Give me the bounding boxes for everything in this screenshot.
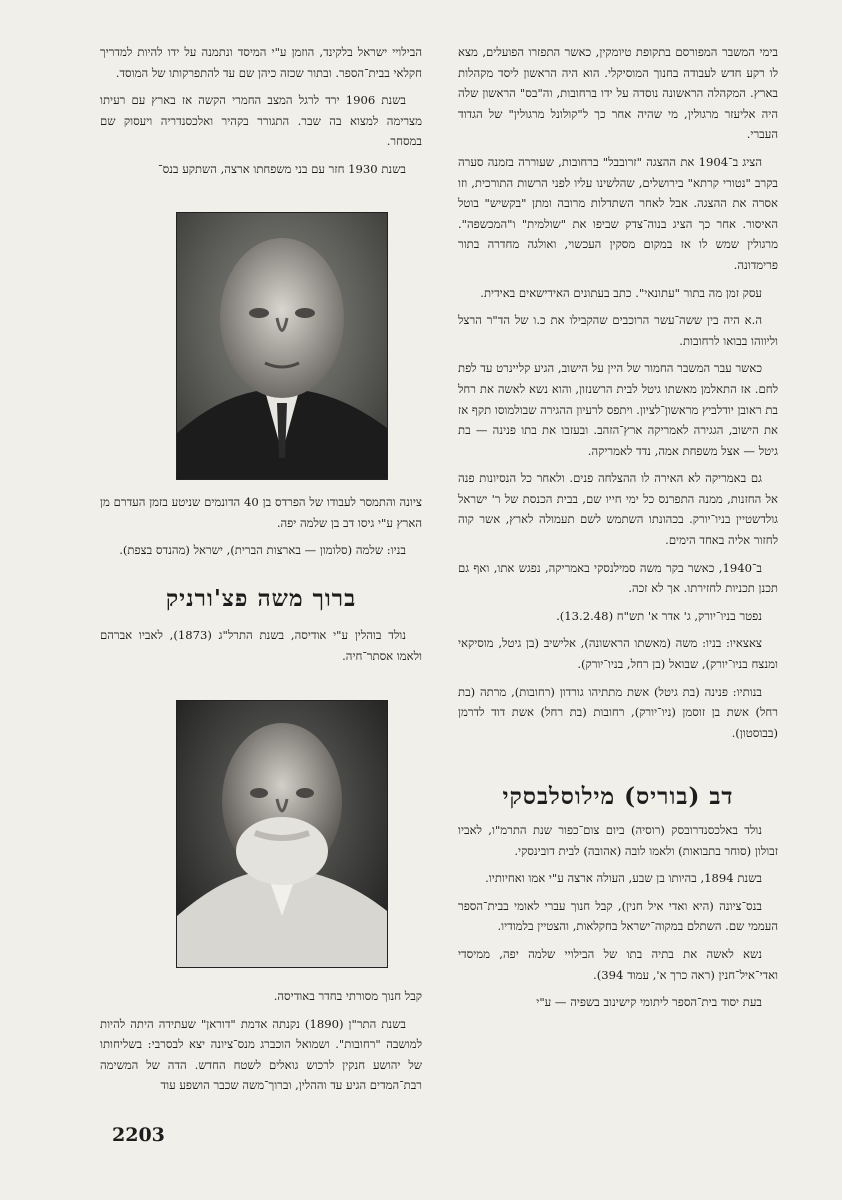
- paragraph: ב־1940, כאשר בקר משה סמילנסקי באמריקה, נפגש אתו, ואף גם תכנן תכניות לחזירתו. אך לא זכה.: [458, 560, 778, 596]
- paragraph: צאצאיו: בניו: משה (מאשתו הראשונה), אלישיב (בן גיטל, מוסיקאי ומנצח בניו־יורק), שבואל (בן רחל, בניו־יורק).: [458, 636, 778, 672]
- paragraph: בימי המשבר המפורסם בתקופת טיומקין, כאשר התפזרו הפועלים, מצא לו רקע חדש לעבודה בחנוך המוסיקלי. הוא היה הראשון ליסד מקהלות בארץ. המקהלה הראשונה נוסדה על ידו ברחובות, וה"בס" הראשון שלה היה אליעזר מרגולין, מי שהיה אחר כך ל"קולונל מרגולין" של הגדוד העברי.: [458, 45, 778, 142]
- left-column-bottom: [100, 986, 422, 1103]
- paragraph: כאשר עבר המשבר החמור של היין על הישוב, הגיע קליינרט עד לפת לחם. אז התאלמן מאשתו גיטל לבית הרשנזון, והוא נשא לאשה את רחל בת ראובן יודלביץ מראשון־לציון. ויתפס לרעיון ההגירה שבולמוסו תקף אז את הישוב, הגגירה לאמריקה ארץ־הזהב. ובעזבו את בתו פנינה — בת גיטל — אצל משפחת אמה, נדד לאמריקה.: [458, 361, 778, 458]
- paragraph: בנס־ציונה (היא ואדי איל חנין), קבל חנוך עברי לאומי בבית־הספר העממי שם. השתלם במקוה־ישראל בחקלאות, והצטיין בלמודיו.: [458, 898, 778, 934]
- paragraph: בעת יסוד בית־הספר ליתומי קישינוב בשפיה — ע"י: [536, 995, 762, 1010]
- paragraph: בנותיו: פנינה (בת גיטל) אשת מתתיהו גורדון (רחובות), מרתה (בת רחל) אשת בן זוסמן (ניו־יורק), רחובות (בת רחל) אשת דוד לדרמן (בבוסטון).: [458, 684, 778, 740]
- paragraph: נולד באלכסנדרובסק (רוסיה) ביום צום־כפור שנת התרמ"ו, לאביו זבולון (סוחר בתבואות) ולאמו לובה (אהובה) לבית דובינסקי.: [458, 823, 778, 858]
- paragraph: גם באמריקה לא האירה לו ההצלחה פנים. ולאחר כל הנסיונות פנה אל החזנות, ממנה התפרנס כל ימי חייו שם, בבית הכנסת של ר' ישראל גולדשטיין בניו־יורק. בכהונתו השתמש לשם תעמולה לארץ, אשר קוה לחזור אליה באחד הימים.: [458, 471, 778, 548]
- paragraph: בשנת 1930 חזר עם בני משפחתו ארצה, השתקע בנס־: [158, 161, 406, 176]
- paragraph: בניו: שלמה (סלומון — בארצות הברית), ישראל (מהנדס בצפת).: [119, 543, 406, 558]
- paragraph: עסק זמן מה בתור "עתונאי". כתב בעתונים האידישאים באידית.: [480, 285, 762, 300]
- paragraph: נפטר בניו־יורק, ג' אדר א' תש"ח (13.2.48).: [556, 608, 762, 623]
- left-column-middle: [100, 492, 422, 674]
- portrait-photo-1: [176, 212, 388, 480]
- section-heading: דב (בוריס) מילוסלבסקי: [502, 783, 734, 811]
- paragraph: הציג ב־1904 את ההצגה "זרובבל" ברחובות, שעוררה בזמנה סערה בקרב "נטורי קרתא" בירושלים, שהלשינו עליו לפני הרשות התורכית, וזו אסרה את ההצגה. אבל לאחר השתדלות מרובה ומתן "בקשיש" בוטל האיסור. אחר כך הציג בנוה־צדק שביפו את "שולמית" ו"המכשפה". מרגולין שמש לו אז במקום מסקין העכשוי, ואולגה מחדרה בתור פרימדונה.: [458, 154, 778, 272]
- paragraph: הבילויי ישראל בלקינד, הוזמן ע"י המיסד ונתמנה על ידו להיות למדריך חקלאי בבית־הספר. ובתור שכזה כיהן שם עד להתפרקותו של המוסד.: [100, 45, 422, 80]
- left-column-top: [100, 42, 422, 187]
- paragraph: בשנת התר"ן (1890) נקנתה אדמת "דוראן" שעתידה היתה להיות למושבה "רחובות". ושמואל הוכברג מנס־ציונה יצא לבסרבי: בשליחותו של יהושע חנקין לרכוש גואלים לשטח החדש. הדה של המשימה רבת־המדים הגיע עד וההלין, וברוך־משה שכבר הושפע עוד: [100, 1016, 422, 1093]
- paragraph: בשנת 1894, בהיותו בן שבע, העולה ארצה ע"י אמו ואחיותיו.: [485, 871, 762, 886]
- paragraph: קבל חנוך מסורתי בחדר באודיסה.: [273, 989, 422, 1003]
- paragraph: נשא לאשה את בתיה בתו של הבילויי שלמה יפה, ממיסדי ואדי־איל־חנין (ראה כרך א', עמוד 394).: [458, 946, 778, 982]
- paragraph: נולד בוהלין ע"י אודיסה, בשנת התרל"ג (1873), לאביו אברהם ולאמו אסתר־חיה.: [100, 628, 422, 663]
- paragraph: ציונה והתמסר לעבודו של הפרדס בן 40 הדונמים שניטע בזמן העדרם מן הארץ ע"י גיסו דב בן שלמה יפה.: [100, 495, 422, 530]
- page-number: 2203: [112, 1124, 165, 1146]
- section-heading: ברוך משה פצ'ורניק: [165, 584, 357, 612]
- right-column: [458, 42, 778, 1020]
- paragraph: ה.א היה בין ששה־עשר הרוכבים שהקבילו את כ.ו של הד"ר הרצל וליווהו בבואו לרחובות.: [458, 313, 778, 348]
- paragraph: בשנת 1906 ירד לרגל המצב החמרי הקשה אז בארץ עם רעיתו מצרימה למצוא בה שבר. התגורר בקהיר ואלכסנדריה ויעסוק שם במסחר.: [100, 93, 422, 149]
- portrait-photo-2: [176, 700, 388, 968]
